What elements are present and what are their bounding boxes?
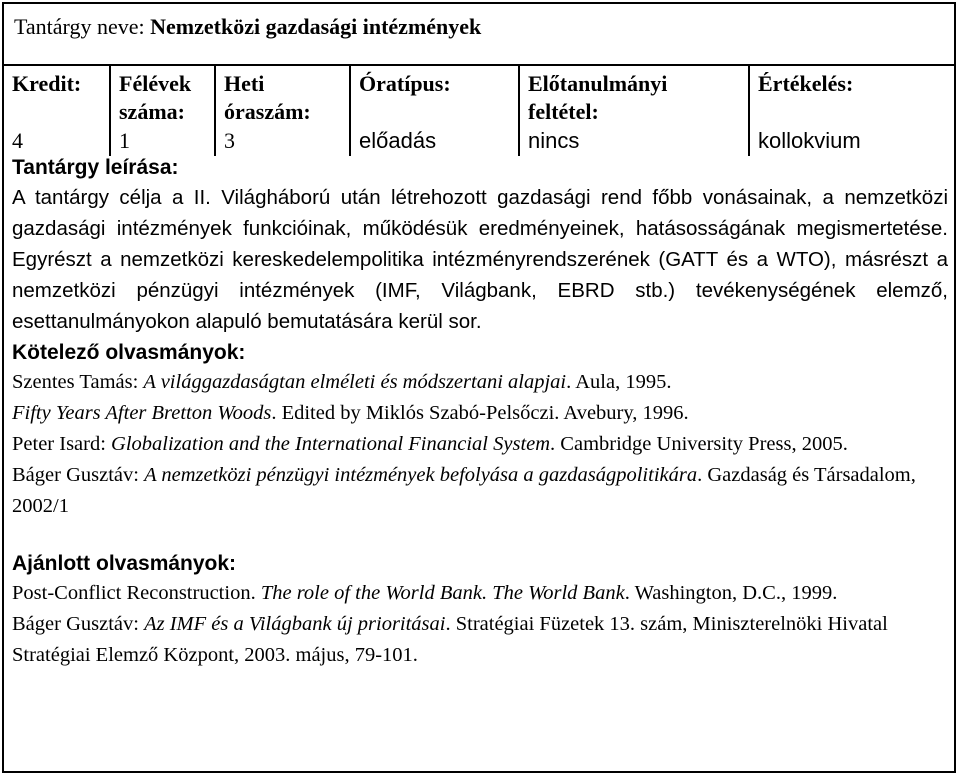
elotanulmanyi-label: Előtanulmányi feltétel: (528, 71, 668, 124)
info-row (4, 66, 954, 156)
course-title (14, 14, 481, 40)
heti-value: 3 (224, 128, 235, 153)
reference-item: Fifty Years After Bretton Woods. Edited by Miklós Szabó-Pelsőczi. Avebury, 1996. (12, 402, 689, 424)
reference-item: Peter Isard: Globalization and the International Financial System. Cambridge University Press, 2005. (12, 433, 848, 455)
description-text: A tantárgy célja a II. Világháború után létrehozott gazdasági rend főbb vonásainak, a nemzetközi gazdasági intézmények funkcióinak, működésük eredményeinek, hatásosságának megismertetése. Egyrészt a nemzetközi kereskedelempolitika intézményrendszerének (GATT és a WTO), másrészt a nemzetközi pénzügyi intézmények (IMF, Világbank, EBRD stb.) tevékenységének elemző, esettanulmányokon alapuló bemutatására kerül sor. (12, 186, 948, 333)
reference-item: Szentes Tamás: A világgazdaságtan elméleti és módszertani alapjai. Aula, 1995. (12, 371, 672, 393)
recommended-heading: Ajánlott olvasmányok: (12, 552, 237, 575)
ertekeles-value: kollokvium (758, 128, 861, 153)
description-heading: Tantárgy leírása: (12, 156, 179, 179)
felevek-label: Félévek száma: (119, 71, 192, 124)
title-value: Nemzetközi gazdasági intézmények (150, 14, 482, 39)
elotanulmanyi-value: nincs (528, 128, 580, 153)
reference-item: Post-Conflict Reconstruction. The role of the World Bank. The World Bank. Washington, D.C., 1999. (12, 582, 838, 604)
felevek-cell (111, 66, 216, 156)
title-row (4, 4, 954, 66)
oratipus-value: előadás (359, 128, 437, 153)
kredit-cell (4, 66, 111, 156)
course-sheet (2, 2, 956, 773)
kredit-label: Kredit: (12, 71, 82, 96)
elotanulmanyi-cell (520, 66, 750, 156)
course-body (12, 154, 948, 671)
ertekeles-label: Értékelés: (758, 71, 854, 96)
oratipus-cell (351, 66, 520, 156)
required-list (12, 367, 948, 522)
heti-label: Heti óraszám: (224, 71, 311, 124)
title-label: Tantárgy neve: (14, 14, 151, 39)
reference-item: Báger Gusztáv: A nemzetközi pénzügyi intézmények befolyása a gazdaságpolitikára. Gazdaság és Társadalom, 2002/1 (12, 464, 916, 517)
oratipus-label: Óratípus: (359, 71, 451, 96)
heti-cell (216, 66, 351, 156)
reference-item: Báger Gusztáv: Az IMF és a Világbank új prioritásai. Stratégiai Füzetek 13. szám, Miniszterelnöki Hivatal Stratégiai Elemző Központ, 2003. május, 79-101. (12, 613, 888, 666)
required-heading: Kötelező olvasmányok: (12, 341, 246, 364)
kredit-value: 4 (12, 128, 23, 153)
recommended-list (12, 578, 948, 671)
ertekeles-cell (750, 66, 956, 156)
felevek-value: 1 (119, 128, 130, 153)
